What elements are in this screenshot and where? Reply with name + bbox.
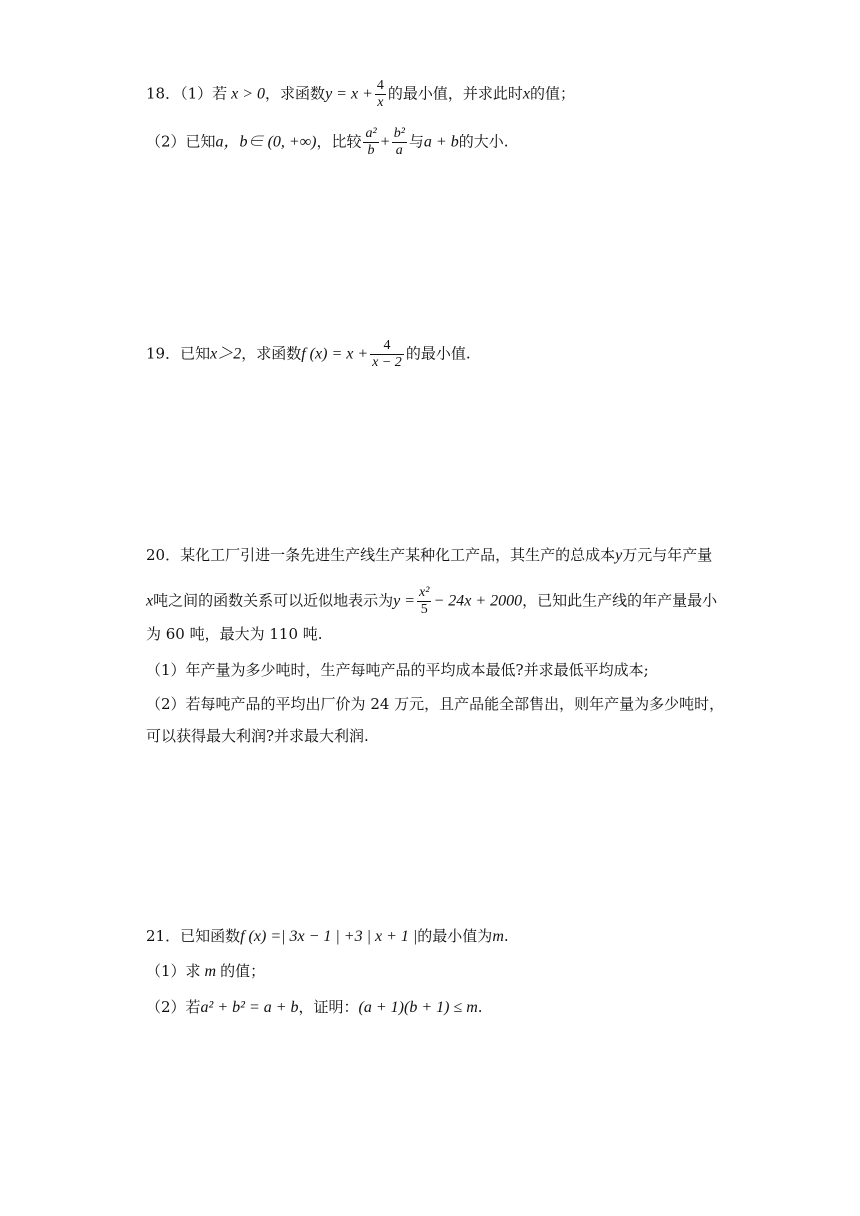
q20-formula-denominator: 5 xyxy=(420,602,428,617)
q21-p2-condition: a² + b² = a + b xyxy=(200,999,299,1016)
q18-p2-fraction-2-numerator: b² xyxy=(393,126,405,141)
q21-number: 21． xyxy=(146,927,181,945)
q21-text-a: 已知函数 xyxy=(180,927,241,945)
q20-formula-fraction xyxy=(417,585,431,618)
q20-part2-line-2: 可以获得最大利润?并求最大利润. xyxy=(146,727,369,745)
q18-p2-fraction-1 xyxy=(363,126,378,159)
q18-p1-fraction-numerator: 4 xyxy=(376,78,384,93)
q20-line-1-variable: y xyxy=(615,547,623,564)
q20-part2-line-1: （2）若每吨产品的平均出厂价为 24 万元，且产品能全部售出，则年产量为多少吨时， xyxy=(146,695,725,713)
q18-p2-fraction-2-denominator: a xyxy=(395,143,403,158)
q19-text-c: 的最小值. xyxy=(405,344,471,363)
q19-function-lhs: f (x) = x + xyxy=(301,345,369,363)
q19-number: 19． xyxy=(146,344,181,363)
q21-p1-text-b: 的值； xyxy=(220,962,266,980)
q21-p1-text-a: （1）求 xyxy=(146,962,201,980)
q21-p2-end: . xyxy=(477,998,483,1016)
q20-formula-rest: − 24x + 2000 xyxy=(433,592,523,610)
q21-text-b: 的最小值为 xyxy=(417,927,493,945)
q19-text-b: ，求函数 xyxy=(241,344,302,363)
q20-line-2 xyxy=(146,585,717,618)
q19-fraction-denominator: x − 2 xyxy=(372,355,402,370)
q18-p2-text-a: （2）已知 xyxy=(146,132,216,151)
q18-p1-text-a: （1）若 xyxy=(180,84,228,103)
q21-p1-m: m xyxy=(204,963,217,980)
q18-p2-variables: a，b xyxy=(215,133,248,151)
q20-line-2-variable: x xyxy=(146,592,154,610)
q18-p2-fraction-1-numerator: a² xyxy=(365,126,377,141)
q18-p1-fraction-denominator: x xyxy=(377,95,384,110)
q18-p1-fraction xyxy=(375,78,386,111)
q18-p2-text-b: ，比较 xyxy=(316,132,362,151)
q18-p2-text-c: 与 xyxy=(408,132,424,151)
q19-line xyxy=(146,338,471,371)
q20-line-2-end: ，已知此生产线的年产量最小 xyxy=(522,591,718,610)
q20-line-1-end: 万元与年产量 xyxy=(622,546,713,564)
q20-line-2-text: 吨之间的函数关系可以近似地表示为 xyxy=(153,591,394,610)
q18-number: 18． xyxy=(146,84,181,103)
q21-part1 xyxy=(146,961,265,982)
q21-dot: . xyxy=(503,927,509,945)
q20-formula-numerator: x² xyxy=(419,585,430,600)
q18-p1-text-b: ，求函数 xyxy=(265,84,326,103)
q21-m: m xyxy=(492,928,504,945)
q20-line-1-text: 某化工厂引进一条先进生产线生产某种化工产品，其生产的总成本 xyxy=(180,546,616,564)
q18-p2-sum: a + b xyxy=(423,133,459,151)
q21-line xyxy=(146,926,509,947)
q21-part2 xyxy=(146,997,483,1018)
q20-formula-lhs: y = xyxy=(393,592,416,610)
q18-p2-plus: + xyxy=(380,133,390,151)
q19-fraction xyxy=(370,338,404,371)
q18-p2-text-d: 的大小. xyxy=(458,132,509,151)
q19-text-a: 已知 xyxy=(180,344,211,363)
q18-p2-interval: ∈ (0, +∞) xyxy=(247,133,317,151)
q18-p1-text-c: 的最小值，并求此时 xyxy=(387,84,523,103)
q18-p1-condition: x > 0 xyxy=(231,85,266,103)
q18-p1-function-lhs: y = x + xyxy=(325,85,373,103)
q20-line-1 xyxy=(146,545,712,566)
q18-p1-variable: x xyxy=(522,85,530,103)
q21-p2-text-b: ，证明： xyxy=(298,998,359,1016)
q20-number: 20． xyxy=(146,546,181,564)
q18-p2-fraction-1-denominator: b xyxy=(367,143,375,158)
q20-line-3: 为 60 吨，最大为 110 吨. xyxy=(146,625,323,643)
q21-p2-text-a: （2）若 xyxy=(146,998,201,1016)
q18-p1-text-d: 的值； xyxy=(529,84,575,103)
q19-condition: x＞2 xyxy=(210,345,242,363)
q21-p2-inequality: (a + 1)(b + 1) ≤ m xyxy=(358,999,478,1016)
q21-function: f (x) =| 3x − 1 | +3 | x + 1 | xyxy=(240,928,418,945)
q19-fraction-numerator: 4 xyxy=(370,338,404,355)
q18-p2-fraction-2 xyxy=(392,126,407,159)
q18-part2 xyxy=(146,126,508,159)
q20-part1: （1）年产量为多少吨时，生产每吨产品的平均成本最低?并求最低平均成本; xyxy=(146,661,649,679)
q18-part1 xyxy=(146,78,575,111)
